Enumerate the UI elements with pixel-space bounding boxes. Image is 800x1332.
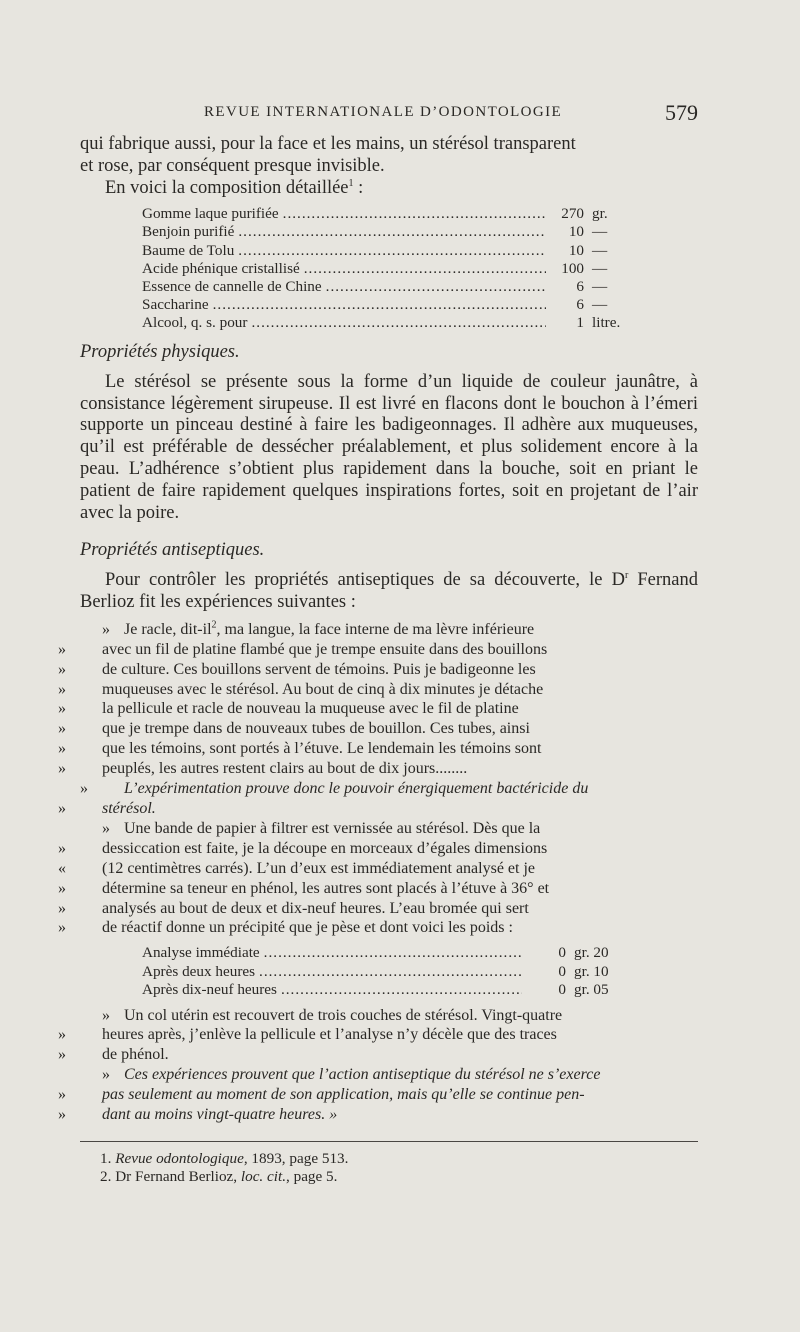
quote-text-italic: stérésol. <box>102 799 156 817</box>
quote-text: heures après, j’enlève la pellicule et l’analyse n’y décèle que des traces <box>102 1026 557 1044</box>
quote-mark: » <box>58 760 66 778</box>
quote-mark: » <box>102 1066 110 1084</box>
result-qty: 0 <box>558 981 566 999</box>
page-number: 579 <box>665 100 698 125</box>
composition-intro <box>80 178 698 200</box>
quote-text: dessiccation est faite, je la découpe en morceaux d’égales dimensions <box>102 839 548 857</box>
footnote-text: , 1893, page 513. <box>243 1149 349 1167</box>
ingredient-qty: 10 <box>568 241 584 259</box>
result-row <box>142 944 632 962</box>
intro-line-2: et rose, par conséquent presque invisible. <box>80 155 385 176</box>
quote-text: de réactif donne un précipité que je pèse et dont voici les poids : <box>102 919 513 937</box>
quote-line <box>58 719 698 739</box>
ingredient-row <box>142 296 642 314</box>
footnote-number: 2. <box>100 1167 112 1185</box>
quote-line <box>102 819 698 839</box>
ingredient-name: Baume de Tolu <box>142 241 235 259</box>
quote-text: détermine sa teneur en phénol, les autres sont placés à l’étuve à 36° et <box>102 879 550 897</box>
quote-line <box>102 1065 698 1085</box>
footnote-text: Dr Fernand Berlioz, <box>115 1167 241 1185</box>
quote-mark: » <box>58 720 66 738</box>
quote-line <box>58 839 698 859</box>
quote-mark: » <box>58 919 66 937</box>
footnote-loc: loc. cit. <box>240 1167 286 1185</box>
antiseptic-intro-text: Pour contrôler les propriétés antiseptiques de sa découverte, le D <box>105 570 625 591</box>
footnote-number: 1. <box>100 1149 112 1167</box>
quote-line <box>102 620 698 640</box>
leader-dots <box>251 314 546 332</box>
quote-text-italic: Ces expériences prouvent que l’action antiseptique du stérésol ne s’exerce <box>124 1066 601 1084</box>
ingredient-unit: — <box>592 277 608 295</box>
ingredient-unit: — <box>592 223 608 241</box>
quote-mark: » <box>80 780 88 798</box>
footnote-text: , page 5. <box>286 1167 338 1185</box>
quote-text-italic: pas seulement au moment de son application, mais qu’elle se continue pen- <box>102 1086 585 1104</box>
ingredient-name: Acide phénique cristallisé <box>142 259 300 277</box>
quote-text-italic: L’expérimentation prouve donc le pouvoir énergiquement bactéricide du <box>124 780 589 798</box>
quote-text: que les témoins, sont portés à l’étuve. Le lendemain les témoins sont <box>102 740 542 758</box>
ingredient-qty: 270 <box>561 205 584 223</box>
result-qty: 0 <box>558 962 566 980</box>
quote-line <box>58 699 698 719</box>
result-name: Après deux heures <box>142 962 256 980</box>
quote-experiment-3 <box>58 1006 698 1066</box>
result-unit: gr. 10 <box>574 962 609 980</box>
quote-line <box>80 779 698 799</box>
quote-mark: » <box>102 819 110 837</box>
leader-dots <box>264 944 522 962</box>
quote-line <box>58 879 698 899</box>
result-name: Analyse immédiate <box>142 944 260 962</box>
composition-text: En voici la composition détaillée <box>105 177 349 198</box>
ingredient-name: Gomme laque purifiée <box>142 205 279 223</box>
quote-conclusion-1 <box>58 779 698 819</box>
ingredient-qty: 100 <box>561 259 584 277</box>
intro-line-1: qui fabrique aussi, pour la face et les mains, un stérésol transparent <box>80 134 576 154</box>
quote-line <box>58 1085 698 1105</box>
quote-mark: » <box>58 839 66 857</box>
quote-mark: » <box>58 1106 66 1124</box>
quote-text: avec un fil de platine flambé que je trempe ensuite dans des bouillons <box>102 640 548 658</box>
quote-mark: » <box>58 879 66 897</box>
running-title: REVUE INTERNATIONALE D’ODONTOLOGIE <box>204 104 563 120</box>
quote-line <box>58 899 698 919</box>
quote-text: que je trempe dans de nouveaux tubes de bouillon. Ces tubes, ainsi <box>102 720 530 738</box>
footnote-ref-1: 1 <box>348 177 354 189</box>
physical-paragraph: Le stérésol se présente sous la forme d’un liquide de couleur jaunâtre, à consistance légèrement sirupeuse. Il est livré en flacons dont le bouchon à l’émeri supporte un pinceau destiné à faire les badigeonnages. Il adhère aux muqueuses, qu’il est préférable de dessécher préalablement, et plus solidement encore à la peau. L’adhérence s’obtient plus rapidement dans la bouche, soit en priant le patient de faire rapidement quelques inspirations fortes, soit en projetant de l’air avec la poire. <box>80 371 698 523</box>
quote-line <box>58 1045 698 1065</box>
footnote-rule <box>80 1141 698 1142</box>
quote-experiment-2 <box>58 819 698 938</box>
antiseptic-intro-text-rest: Fernand Berlioz fit les expériences suivantes : <box>80 570 698 613</box>
ingredient-qty: 6 <box>576 277 584 295</box>
quote-line <box>102 1006 698 1026</box>
ingredient-name: Benjoin purifié <box>142 223 235 241</box>
quote-mark: » <box>58 899 66 917</box>
ingredient-unit: — <box>592 259 608 277</box>
ingredient-qty: 6 <box>576 295 584 313</box>
ingredient-row <box>142 242 642 260</box>
leader-dots <box>326 278 546 296</box>
ingredient-row <box>142 260 642 278</box>
quote-mark: « <box>58 859 66 877</box>
quote-mark: » <box>58 640 66 658</box>
ingredient-name: Alcool, q. s. pour <box>142 313 248 331</box>
quote-text-italic: dant au moins vingt-quatre heures. » <box>102 1106 338 1124</box>
ingredient-unit: gr. <box>592 205 608 223</box>
quote-mark: » <box>58 660 66 678</box>
quote-mark: » <box>58 700 66 718</box>
quote-line <box>58 739 698 759</box>
quote-conclusion-2 <box>58 1065 698 1125</box>
ingredient-row <box>142 278 642 296</box>
leader-dots <box>238 242 546 260</box>
result-row <box>142 981 632 999</box>
quote-text: Une bande de papier à filtrer est vernissée au stérésol. Dès que la <box>124 819 541 837</box>
leader-dots <box>259 963 522 981</box>
ingredient-table <box>142 205 642 332</box>
ingredient-row <box>142 314 642 332</box>
page-header <box>80 100 698 130</box>
ingredient-row <box>142 205 642 223</box>
quote-line <box>58 1105 698 1125</box>
quote-line <box>58 660 698 680</box>
footnotes <box>80 1150 698 1186</box>
quote-experiment-1 <box>58 619 698 779</box>
result-qty: 0 <box>558 944 566 962</box>
quote-line <box>58 759 698 779</box>
result-unit: gr. 20 <box>574 944 609 962</box>
ingredient-name: Saccharine <box>142 295 209 313</box>
quote-text: Un col utérin est recouvert de trois couches de stérésol. Vingt-quatre <box>124 1006 563 1024</box>
leader-dots <box>213 296 546 314</box>
page-body <box>58 134 698 1186</box>
leader-dots <box>283 205 546 223</box>
section-heading-physical: Propriétés physiques. <box>80 342 240 363</box>
section-heading-antiseptic: Propriétés antiseptiques. <box>80 540 265 561</box>
ingredient-unit: — <box>592 241 608 259</box>
quote-mark: » <box>58 740 66 758</box>
quote-text: peuplés, les autres restent clairs au bout de dix jours........ <box>102 760 468 778</box>
quote-line <box>58 680 698 700</box>
quote-mark: » <box>58 1086 66 1104</box>
leader-dots <box>238 223 546 241</box>
composition-colon: : <box>353 177 364 198</box>
results-table <box>142 944 632 999</box>
ingredient-row <box>142 223 642 241</box>
quote-text: de phénol. <box>102 1046 169 1064</box>
quote-mark: » <box>58 1046 66 1064</box>
ingredient-unit: — <box>592 295 608 313</box>
quote-mark: » <box>58 1026 66 1044</box>
quote-mark: » <box>58 799 66 817</box>
footnote-ref-2: 2 <box>211 619 217 631</box>
quote-text: , ma langue, la face interne de ma lèvre inférieure <box>216 620 535 638</box>
result-name: Après dix-neuf heures <box>142 981 277 999</box>
result-unit: gr. 05 <box>574 981 609 999</box>
leader-dots <box>281 981 522 999</box>
footnote-title: Revue odontologique <box>115 1149 244 1167</box>
quote-text: muqueuses avec le stérésol. Au bout de cinq à dix minutes je détache <box>102 680 544 698</box>
quote-mark: » <box>102 1006 110 1024</box>
quote-mark: » <box>102 620 110 638</box>
ingredient-qty: 10 <box>568 223 584 241</box>
ingredient-name: Essence de cannelle de Chine <box>142 277 322 295</box>
leader-dots <box>304 260 546 278</box>
quote-text: (12 centimètres carrés). L’un d’eux est immédiatement analysé et je <box>102 859 536 877</box>
quote-line <box>58 859 698 879</box>
quote-text: la pellicule et racle de nouveau la muqueuse avec le fil de platine <box>102 700 519 718</box>
doctor-abbrev-sup: r <box>624 570 629 582</box>
quote-line <box>58 799 698 819</box>
footnote-2 <box>80 1168 698 1186</box>
quote-line <box>58 640 698 660</box>
quote-mark: » <box>58 680 66 698</box>
antiseptic-intro-paragraph <box>80 570 698 614</box>
footnote-1 <box>80 1150 698 1168</box>
quote-text: analysés au bout de deux et dix-neuf heures. L’eau bromée qui sert <box>102 899 529 917</box>
quote-line <box>58 918 698 938</box>
ingredient-qty: 1 <box>576 313 584 331</box>
quote-line <box>58 1025 698 1045</box>
quote-text: Je racle, dit-il <box>124 620 212 638</box>
ingredient-unit: litre. <box>592 313 621 331</box>
result-row <box>142 963 632 981</box>
quote-text: de culture. Ces bouillons servent de témoins. Puis je badigeonne les <box>102 660 536 678</box>
